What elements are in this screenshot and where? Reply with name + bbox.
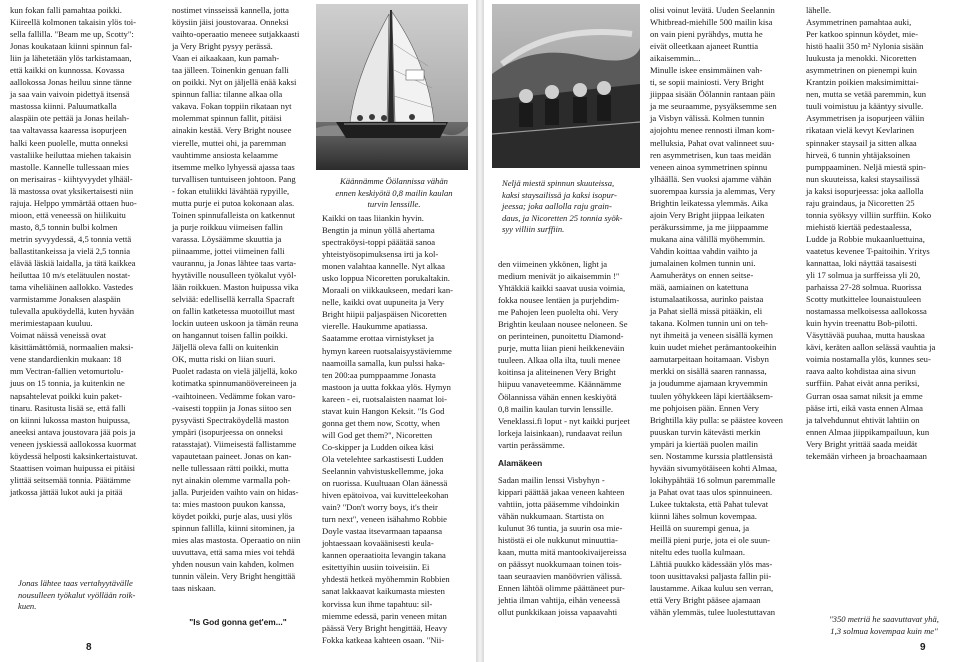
right-pull-quote: "350 metriä he saavuttavat yhä, 1,3 solmua kovempaa kuin me" (829, 614, 939, 636)
right-column-1-para-1: den viimeinen ykkönen, light ja medium menivät jo aikaisemmin !" Yhtäkkiä kaikki saavat uusia voimia, fokka nousee lentäen ja purjehdim- me Pahojen leen puolelta ohi. Very Brightin keulaan nousee neloneen. Se on perinteinen, punoitettu Diamond- purje, mutta liian pieni heikkeneväin tuuleen. Alkaa olla ilta, tuuli menee koitinsa ja aliteinenen Very Bright hiipuu vanaveteemme. Käännämme Öölannissa vähän ennen keskiyötä 0,8 mailin kaulan turvin lenssille. Veneklassi.fi loput - nyt kaikki purjeet lorkeja laisinkaan), rundaavat reilun vartin perässämme. (498, 259, 630, 450)
right-column-1-para-2: Sadan mailin lenssi Visbyhyn - kippari päättää jakaa veneen kahteen vahtiin, jotta pääsemme vihdoinkin vähän nukkumaan. Startista on kulunut 36 tuntia, ja suurin osa mie- histöstä ei ole nukkunut minuuttia- kaan, mutta mitä mantookivaijereissa on päässyt nuokkumaan toinen tois- taan seuraavien manöövrien välissä. Ennen lähtöä olimme päättäneet pur- jehtia ilman vahtija, eihän veneessä ollut punkkikaan joissa vapaavahti (498, 474, 627, 618)
left-page (0, 0, 476, 662)
left-column-3-text: Kaikki on taas liiankin hyvin. Bengtin ja minun yöllä ahertama spectraköysi-toppi pääätää sanoa yhteistyösopimuksensa irti ja kol- monen valahtaa kannelle. Nyt alkaa usko loppua Nicoretten porukaltakin. Moraali on viikkaukseen, medari kan- nelle, kaikki ovat uupuneita ja Very Bright hiipii paljaspäisen Nicoretten vierelle. Haukumme apatiassa. Saatamme erottaa virnistykset ja hymyn kareen ruotsalaisyystäviemme naamoilla samalla, kun pulssi haka- ten 200:aa pumppaamme Jonasta mastoon ja uutta fokkaa ylös. Hymyn kareen - ei, ruotsalaisten naamat loi- stavat kuin Hangon Keksit. "Is God gonna get them now, Scotty, when will God get them?", Nicoretten Co-skipper ja Ludden oikea käsi Ola vetelehtee sarkastisesti Ludden Seelannin vahvistuskellemme, joka on ruorissa. Kuultuaan Olan äänessä hiven epätoivoa, vai kuvitteleekohan vain? "Don't worry boys, it's their turn next", veneen isähahmo Robbie Doyle vastaa itsevarmaan tapaansa johtaessaan kovaäänisesti keula- kannen operaatioita levangin takana esitettyihin uusiin toiveisiin. Ei yhdestä hetkeä myöhemmin Robbien sanat lakkaavat kaikumasta miesten korvissa kun ihme tapahtuu: sil- miemme edessä, parin veneen mitan päässä Very Bright hengittää, Heavy Fokka katkeaa kahteen osaan. "Nii- (322, 213, 454, 645)
right-column-3-text: lähelle. Asymmetrinen pamahtaa auki, Per katkoo spinnun köydet, mie- histö haalii 350 m² Nylonia sisään luukusta ja menokki. Nicoretten asymmetrinen on pienempi kuin Krantzin poikien maksimimittai- nen, mutta se vetää paremmin, kun tuuli voimistuu ja kääntyy sivulle. Asymmetrisen ja isopurjeen väliin rikataan vielä kevyt Kevlarinen spinnaker staysail ja sitten alkaa hirveä, 6 tunnin yhtäjaksoinen pumppaaminen. Neljä miestä spin- nun skuuteissa, kaksi staysailissä ja kaksi isopurjeessa: joka aallolla raju graindaus, ja Nicoretten 25 tonnia syöksyy villiin surffiin. Koko miehistö kiertää pedestaalessa, Ludde ja Robbie mukaanluettuina, vaatetus kevenee T-paitoihin. Yritys kannattaa, loki näyttää tasaisesti yli 17 solmua ja surffeissa yli 20, parhaissa 27-28 solmua. Ruorissa Scotty mutkittelee lounaistuuleen nostamassa melkoisessa aallokossa kuin hyvin treenattu Bob-pilotti. Väsyttävää puuhaa, mutta hauskaa kävi, keräten aallon selässä vauhtia ja voimia nostamalla ylös, kunnes seu- raava aalto kohdistaa aina sivun surffiin. Pahat eivät anna periksi, Gurran osaa samat niksit ja emme pääse irti, eikä vasta ennen Almaa ja talvehdunnut ehtivät lahtiin on ennen Almaa jiippikampailuun, kun Very Bright yrittää saada meidät tekemään virheen ja broachaamaan (806, 5, 936, 461)
right-photo-caption: Neljä miestä spinnun skuuteissa, kaksi staysailissä ja kaksi isopur- jeessa; joka aallolla raju grain- daus, ja Nicoretten 25 tonnia syök- syy villiin surffiin. (502, 178, 623, 234)
page-number-right: 9 (920, 642, 926, 653)
section-heading-alamakeen: Alamäkeen (498, 457, 543, 468)
left-column-3 (322, 212, 468, 646)
left-column-2 (172, 4, 312, 594)
page-number-left: 8 (86, 642, 92, 653)
page-gutter (476, 0, 484, 662)
right-column-3 (806, 4, 952, 462)
left-column-1 (10, 4, 159, 498)
pull-quote-text: "Is God gonna get'em..." (189, 617, 287, 627)
center-photo-caption: Käännämme Öölannissa vähän ennen keskiyötä 0,8 mailin kaulan turvin lenssille. (335, 176, 453, 209)
pull-quote (158, 612, 318, 630)
right-column-1 (498, 258, 644, 618)
left-photo-caption: Jonas lähtee taas vertahyytävälle nousulleen työkalut vyöllään roik- kuen. (18, 578, 136, 611)
right-page (484, 0, 960, 662)
sailboat-photo (316, 4, 468, 170)
crew-photo-graphic (492, 4, 640, 168)
left-column-1-text: kun fokan falli pamahtaa poikki. Kiireellä kolmonen takaisin ylös toi- sella fallilla. "Beam me up, Scotty": Jonas koukataan kiinni spinnun fal- liin ja lähetetään ylös tarkistamaan, että kaikki on kunnossa. Kovassa aallokossa Jonas heiluu sinne tänne ja saa vain vaivoin pidettyä itsensä mastossa kiinni. Paluumatkalla alaspäin ote pettää ja Jonas heilah- taa valtavassa kaaressa isopurjeen halki keen puolelle, mutta onneksi vastaliike heiluttaa miehen takaisin mastolle. Kannelle tullessaan mies on merisairas - kiihtyvyydet ylhääl- lä mastossa ovat yksikertaisesti niin rajuja. Helppo ymmärtää ottaen huo- mioon, että veneessä on hiilikuitu masto, 8,5 tonnin bulbi kolmen metrin syvyydessä, 4,5 tonnia vettä ballastitankeissa ja vielä 2,5 tonnia elävää läskiä laidalla, ja tätä kaikkea heiluttaa 10 m/s etelätuulen nostat- tama viheliäinen aallokko. Vastedes varmistamme Jonaksen alaspäin tulevalla apuköydellä, kuten hyvään merimiestapaan kuuluu. Voimat näissä veneissä ovat käsittämättömiä, normaalien maksi- vene standardienkin mukaan: 18 mm Vectran-fallien vetomurtolu- juus on 15 tonnia, ja kuitenkin ne napsahtelevat poikki kuin paket- tinaru. Rasitusta lisää se, että falli on kiinni lukossa maston huipussa, aneeksi antava joustovara jää pois ja veneen jyskiessä aallokossa kuormat köydessä helposti kaksinkertaistuvat. Staattisen voiman huipussa ei pitäisi ylittää seitsemää tonnia. Päätämme jatkossa jättää lukot auki ja pitää (10, 5, 138, 497)
right-column-2-text: olisi voinut levätä. Uuden Seelannin Whitbread-miehille 500 mailin kisa on vain pieni pyrähdys, mutta he eivät olleetkaan ajaneet Runttia aikaisemmin... Minulle iskee ensimmäinen vah- ti, se sopii mainiosti. Very Bright jiippaa sisään Öölannin rantaan päin ja me seuraamme, pysyäksemme sen ja Visbyn välissä. Kolmen tunnin ajojohtu menee rennosti ilman kom- melluksia, Pahat ovat valinneet suu- ren asymmetrisen, kun taas meidän veneen ainoa symmetrinen spinnu ylhäällä. Sen vuoksi ajamme vähän suorempaa kurssia ja alemmas, Very Brightin leikatessa ylemmäs. Aika ajoin Very Bright jiippaa leikaten peräkurssimme, ja me jiippaamme mukana aina välillä myöhemmin. Vahdin koittaa vahdin vaihto ja jumalainen kolmen tunnin uni. Aamuherätys on ennen seitse- mää, aamiainen on katettuna istumalaatikossa, aurinko paistaa ja Pahat siellä missä pitääkin, eli takana. Kolmen tunnin uni on teh- nyt ihmeitä ja veneen sisällä kymen kuin uudet miehet perämantookeihin aamutarpeitaan hoitamaan. Visbyn merkki on sisällä saaren rannassa, ja joudumme ajamaan kryvemmin tuulen yöhykkeen läpi kiertääksem- me pohjoisen pään. Ennen Very Brightilla käy pulla: se päästee koveen puuskan turvin kätevästi merkin ympäri ja kiertää puolen mailin sen. Nostamme kurssia plattlensistä hyvään sivumyötäiseen kohti Almaa, lokihypähtää 16 solmun paremmalle ja Pahat ovat taas ulos spinnuineen. Lukee tuktaksta, että Pahat tulevat kiinni lähes solmun kovempaa. Heillä on suurempi genua, ja meillä pieni purje, jota ei ole suun- niteltu edes tuolla kulmaan. Lähtiä puukko kädessään ylös mas- toon uusittavaksi paljasta fallin pii- laustamme. Aikaa kuluu sen verran, että Very Bright pääsee ajamaan vähän ylemmäs, tulee luolestuttavan (650, 5, 783, 618)
right-column-2 (650, 4, 798, 618)
sailboat-photo-graphic (316, 4, 468, 170)
left-column-2-text: nostimet vinsseissä kannella, jotta köysiin jäisi joustovaraa. Onneksi vaihto-operaatio meneee sutjakkaasti ja Very Bright pysyy perässä. Vaan ei aikaakaan, kun pamah- taa jälleen. Toinenkin genuan falli on poikki. Nyt on jäljellä enää kaksi spinnun fallia: tilanne alkaa olla vakava. Fokan toppiin rikataan nyt molemmat spinnun fallit, pitäisi ainakin kestää. Very Bright nousee vierelle, muttei ohi, ja paremman vauhtimme ansiosta kelaamme itsemme melko lyhyessä ajassa taas turvallisen tuntuiseen johtoon. Pang - fokan etuliikki lävähtää rypyille, mutta purje ei putoa kokonaan alas. Toinen spinnufalleista on katkennut ja purje roikkuu viimeisen fallin varassa. Löysäämme skuuttia ja piinaamme, jottei viimeinen falli vaurannu, ja Jonas lähtee taas varta- hyytäville nousulleen työkalut vyöl- lään roikkuen. Maston huipussa vika selviää: edellisellä kerralla Spacraft on fallin katketessa muotoillut mast lockin uuteen uskoon ja tämän reuna on hangannut toisen fallin poikki. Jäljellä oleva falli on kuitenkin OK, mutta riski on liian suuri. Puolet radasta on vielä jäljellä, koko kotimatka spinnumanöövereineen ja -vaihtoineen. Vedämme fokan varo- -vaisesti toppiin ja Jonas siitoo sen pysyvästi Spectraköydellä maston ympäri (isopurjeessa on onneksi ratasstajat). Viimeisestä fallistamme vapautetaan paineet. Jonas on kan- nelle tullessaan rätti poikki, mutta nyt ainakin olemme varmalla poh- jalla. Purjeiden vaihto vain on hidas- ta: mies mastoon puukon kanssa, köydet poikki, purje alas, uusi ylös spinnun fallilla, kiinni sitominen, ja mies alas mastosta. Operaatio on niin uuvuttava, että sama mies voi tehdä yhden nousun vain kahden, kolmen tunnin välein. Very Bright hengittää taas niskaan. (172, 5, 301, 594)
crew-photo (492, 4, 640, 168)
